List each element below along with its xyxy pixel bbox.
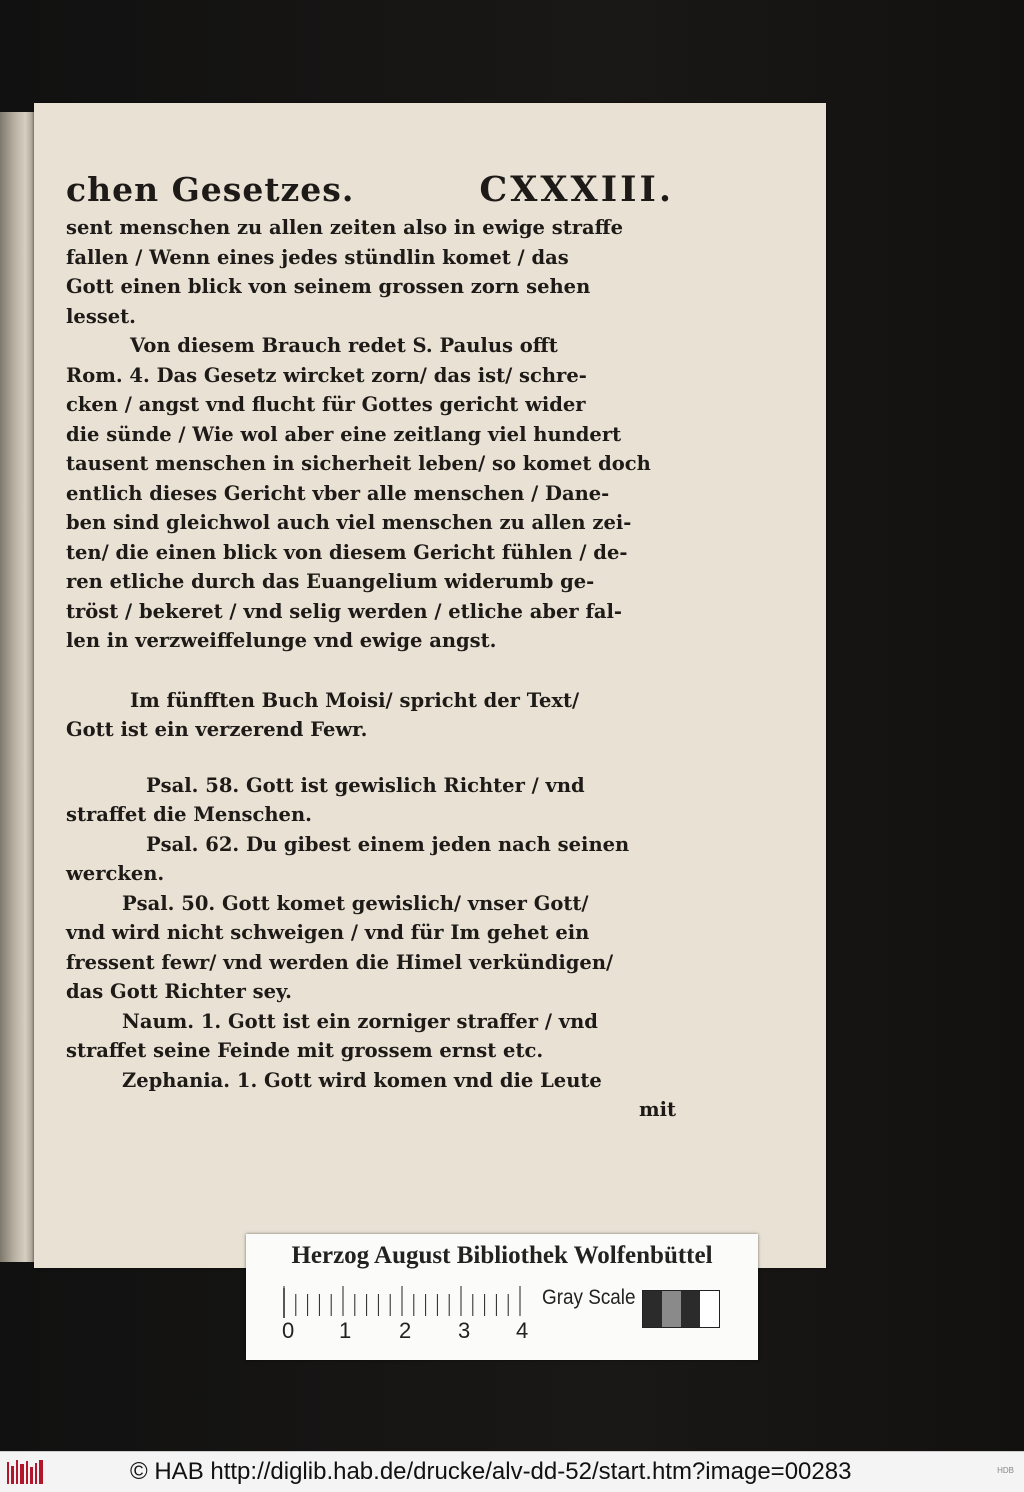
text-line: Rom. 4. Das Gesetz wircket zorn/ das ist/ schre- <box>66 363 587 387</box>
text-line: Psal. 50. Gott komet gewislich/ vnser Gott/ <box>122 891 589 915</box>
ruler-icon <box>282 1284 532 1320</box>
page-stack-edge <box>0 112 36 1262</box>
text-line: tausent menschen in sicherheit leben/ so komet doch <box>66 452 651 475</box>
gray-patch <box>681 1291 700 1327</box>
footer-bar <box>0 1451 1024 1492</box>
copyright-url[interactable]: © HAB http://diglib.hab.de/drucke/alv-dd-52/start.htm?image=00283 <box>130 1458 852 1485</box>
scale-label-2: 2 <box>399 1318 412 1343</box>
text-line: vnd wird nicht schweigen / vnd für Im gehet ein <box>66 921 590 944</box>
text-line: Psal. 62. Du gibest einem jeden nach seinen <box>146 832 630 856</box>
text-line: Psal. 58. Gott ist gewislich Richter / vnd <box>146 773 585 797</box>
library-name: Herzog August Bibliothek Wolfenbüttel <box>291 1242 713 1269</box>
gray-scale-patches <box>642 1290 720 1328</box>
text-line: fressent fewr/ vnd werden die Himel verkündigen/ <box>66 950 614 974</box>
text-line: fallen / Wenn eines jedes stündlin komet / das <box>66 245 569 269</box>
running-title: chen Gesetzes. <box>66 170 355 209</box>
text-line: lesset. <box>66 304 136 328</box>
text-line: wercken. <box>66 862 165 885</box>
ruler-ticks <box>284 1286 520 1316</box>
gray-scale-label: Gray Scale <box>542 1286 636 1309</box>
text-line: straffet seine Feinde mit grossem ernst etc. <box>66 1039 544 1062</box>
text-line: Zephania. 1. Gott wird komen vnd die Leute <box>122 1068 602 1092</box>
paragraph-gap <box>66 745 676 771</box>
text-line: ten/ die einen blick von diesem Gericht fühlen / de- <box>66 540 628 564</box>
page-text <box>66 169 676 1125</box>
text-line: die sünde / Wie wol aber eine zeitlang viel hundert <box>66 422 622 446</box>
scale-label-4: 4 <box>516 1318 529 1343</box>
text-line: len in verzweiffelunge vnd ewige angst. <box>66 629 497 652</box>
text-line: ben sind gleichwol auch viel menschen zu allen zei- <box>66 511 632 534</box>
gray-patch <box>643 1291 662 1327</box>
text-line: sent menschen zu allen zeiten also in ewige straffe <box>66 216 624 239</box>
gray-patch <box>700 1291 719 1327</box>
text-line: straffet die Menschen. <box>66 803 312 826</box>
folio-number: CXXXIII. <box>479 169 674 210</box>
paragraph-gap <box>66 656 676 686</box>
catchword: mit <box>638 1098 676 1121</box>
footer-mark: HDB <box>997 1466 1014 1475</box>
scale-label-1: 1 <box>339 1318 352 1343</box>
book-page <box>34 103 826 1268</box>
text-line: Gott ist ein verzerend Fewr. <box>66 718 368 741</box>
text-line: das Gott Richter sey. <box>66 980 292 1003</box>
text-line: entlich dieses Gericht vber alle menschen / Dane- <box>66 481 610 505</box>
text-line: cken / angst vnd flucht für Gottes gericht wider <box>66 393 586 416</box>
hab-logo-icon <box>6 1458 46 1486</box>
text-line: ren etliche durch das Euangelium widerumb ge- <box>66 570 595 593</box>
text-line: Im fünfften Buch Moisi/ spricht der Text/ <box>130 688 580 712</box>
text-line: Naum. 1. Gott ist ein zorniger straffer / vnd <box>122 1009 598 1033</box>
text-line: tröst / bekeret / vnd selig werden / etliche aber fal- <box>66 599 622 623</box>
calibration-card <box>246 1234 758 1360</box>
text-line: Von diesem Brauch redet S. Paulus offt <box>130 334 558 357</box>
gray-patch <box>662 1291 681 1327</box>
scale-label-3: 3 <box>458 1318 471 1343</box>
running-header <box>66 169 676 213</box>
scale-label-0: 0 <box>282 1318 295 1343</box>
text-line: Gott einen blick von seinem grossen zorn sehen <box>66 275 591 298</box>
